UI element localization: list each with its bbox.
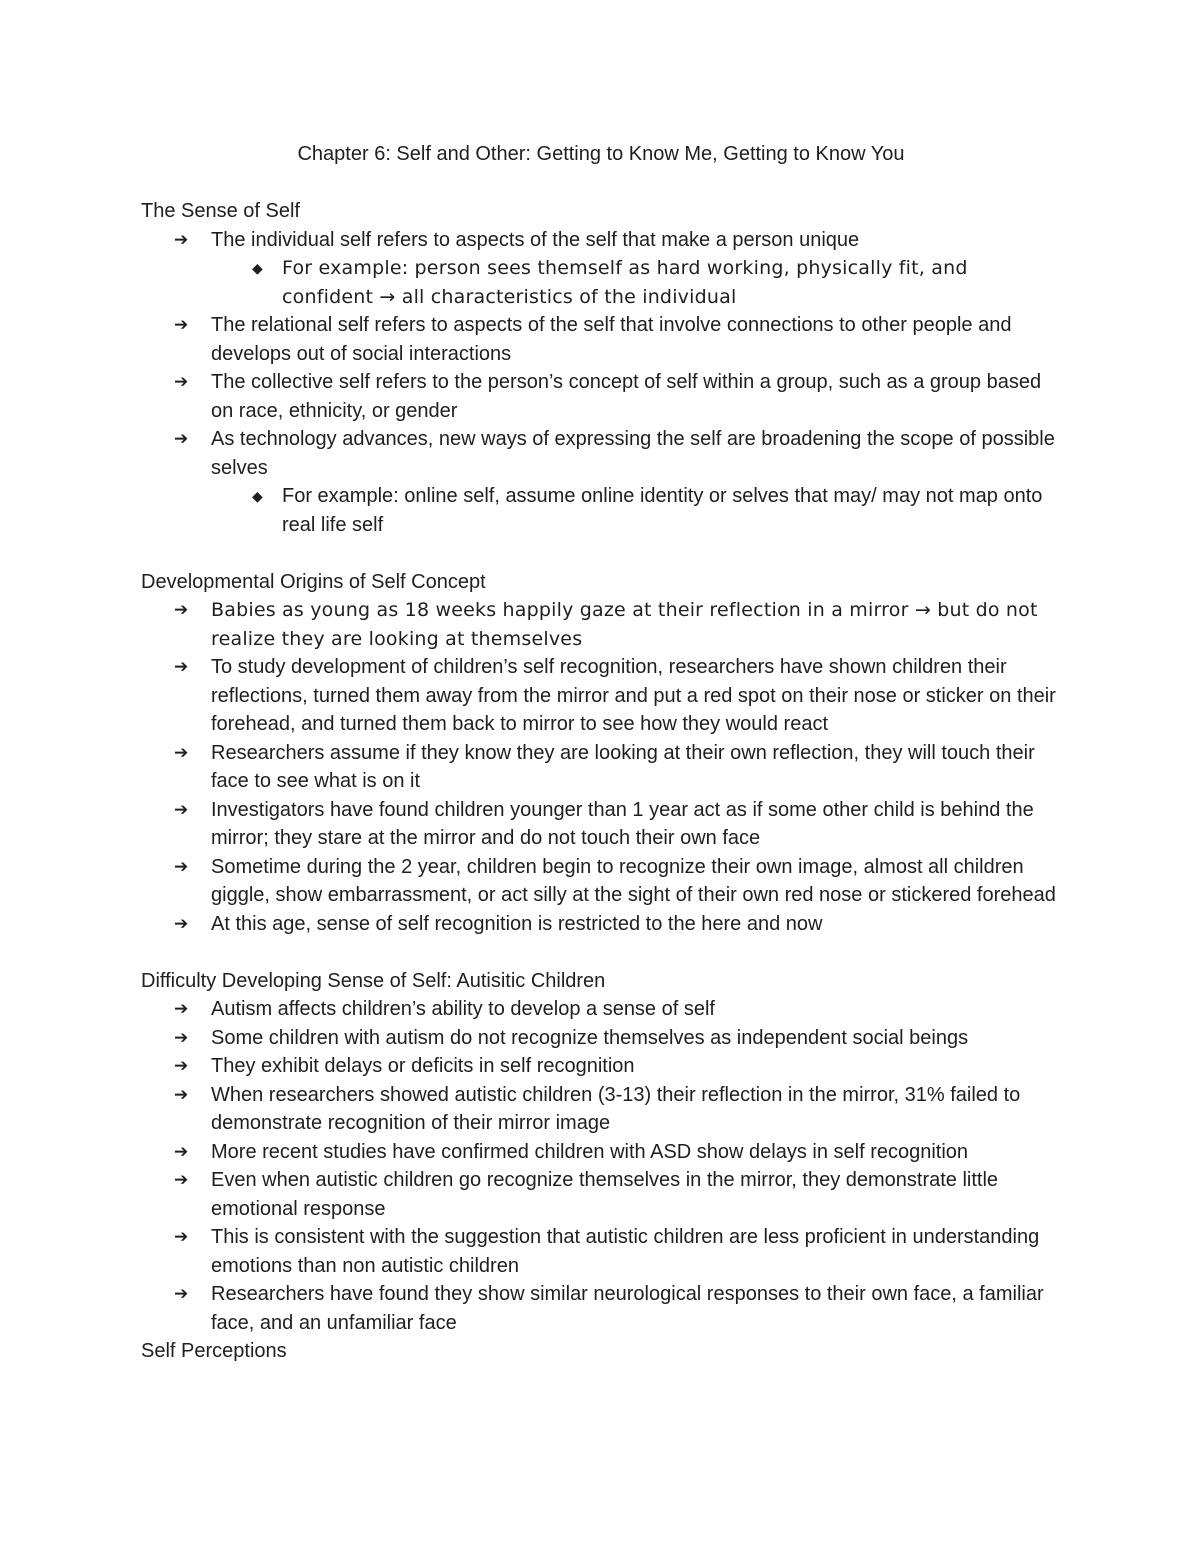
document-page (141, 140, 1061, 1366)
list-item (141, 311, 1061, 368)
list-item-text: Autism affects children’s ability to develop a sense of self (211, 998, 715, 1020)
arrow-bullet-icon: ➔ (174, 742, 189, 762)
list-item-text: Researchers assume if they know they are looking at their own reflection, they will touch their face to see what is on it (211, 741, 1035, 792)
list-item-text: Sometime during the 2 year, children begin to recognize their own image, almost all children giggle, show embarrassment, or act silly at the sight of their own red nose or stickered forehead (211, 855, 1056, 906)
section-heading: Difficulty Developing Sense of Self: Autisitic Children (141, 969, 606, 992)
list-item (141, 226, 1061, 312)
list-item-text: They exhibit delays or deficits in self recognition (211, 1055, 635, 1077)
arrow-bullet-icon: ➔ (174, 856, 189, 876)
section-heading: Developmental Origins of Self Concept (141, 570, 486, 593)
bullet-list (141, 596, 1061, 938)
list-item-text: Some children with autism do not recognize themselves as independent social beings (211, 1026, 969, 1049)
section-self-perceptions (141, 1337, 1061, 1366)
arrow-bullet-icon: ➔ (174, 799, 189, 819)
list-item-text: The relational self refers to aspects of the self that involve connections to other people and develops out of social interactions (211, 314, 1012, 365)
list-item (141, 853, 1061, 910)
arrow-bullet-icon: ➔ (174, 229, 189, 249)
list-item (141, 1052, 1061, 1081)
section-sense-of-self (141, 197, 1061, 539)
list-item (141, 1280, 1061, 1337)
list-item (141, 1223, 1061, 1280)
list-item (141, 739, 1061, 796)
sub-list-item-text: For example: online self, assume online identity or selves that may/ may not map onto real life self (282, 485, 1043, 536)
sub-list-item (211, 254, 1061, 311)
list-item (141, 910, 1061, 939)
sub-bullet-list (211, 482, 1061, 539)
list-item-text: Investigators have found children younger than 1 year act as if some other child is behind the mirror; they stare at the mirror and do not touch their own face (211, 798, 1034, 849)
list-item (141, 1024, 1061, 1053)
list-item-text: The collective self refers to the person’s concept of self within a group, such as a group based on race, ethnicity, or gender (211, 371, 1042, 422)
list-item-text: When researchers showed autistic children (3-13) their reflection in the mirror, 31% failed to demonstrate recognition of their mirror image (211, 1083, 1021, 1134)
arrow-bullet-icon: ➔ (174, 600, 189, 619)
document-title: Chapter 6: Self and Other: Getting to Know Me, Getting to Know You (297, 143, 905, 165)
arrow-bullet-icon: ➔ (174, 913, 189, 933)
list-item (141, 1138, 1061, 1167)
list-item (141, 1081, 1061, 1138)
list-item-text: Researchers have found they show similar neurological responses to their own face, a familiar face, and an unfamiliar face (211, 1283, 1044, 1334)
section-heading: Self Perceptions (141, 1340, 287, 1362)
bullet-list (141, 226, 1061, 540)
arrow-bullet-icon: ➔ (174, 657, 189, 676)
list-item-text: This is consistent with the suggestion that autistic children are less proficient in understanding emotions than non autistic children (211, 1226, 1040, 1277)
diamond-bullet-icon: ◆ (252, 260, 263, 276)
list-item (141, 368, 1061, 425)
list-item-text: At this age, sense of self recognition is restricted to the here and now (211, 912, 823, 935)
arrow-bullet-icon: ➔ (174, 1027, 189, 1047)
arrow-bullet-icon: ➔ (174, 999, 189, 1018)
arrow-bullet-icon: ➔ (174, 1227, 189, 1246)
arrow-bullet-icon: ➔ (174, 1170, 189, 1189)
section-developmental-origins (141, 568, 1061, 939)
list-item (141, 653, 1061, 739)
list-item (141, 796, 1061, 853)
section-heading: The Sense of Self (141, 200, 300, 222)
arrow-bullet-icon: ➔ (174, 1056, 189, 1075)
arrow-bullet-icon: ➔ (174, 1284, 189, 1303)
arrow-bullet-icon: ➔ (174, 372, 189, 391)
sub-bullet-list (211, 254, 1061, 311)
arrow-bullet-icon: ➔ (174, 1084, 189, 1104)
list-item-text: The individual self refers to aspects of the self that make a person unique (211, 228, 860, 251)
sub-list-item-text: For example: person sees themself as hard working, physically fit, and confident → all characteristics of the individual (282, 257, 968, 308)
arrow-bullet-icon: ➔ (174, 429, 189, 448)
arrow-bullet-icon: ➔ (174, 315, 189, 334)
section-autistic-children (141, 967, 1061, 1338)
bullet-list (141, 995, 1061, 1337)
list-item-text: To study development of children’s self recognition, researchers have shown children their reflections, turned them away from the mirror and put a red spot on their nose or sticker on their forehead, and turned them back to mirror to see how they would react (211, 656, 1056, 735)
list-item (141, 425, 1061, 539)
list-item-text: As technology advances, new ways of expressing the self are broadening the scope of possible selves (211, 428, 1055, 479)
sub-list-item (211, 482, 1061, 539)
diamond-bullet-icon: ◆ (252, 488, 263, 504)
list-item (141, 1166, 1061, 1223)
list-item (141, 596, 1061, 653)
arrow-bullet-icon: ➔ (174, 1141, 189, 1161)
list-item-text: Babies as young as 18 weeks happily gaze at their reflection in a mirror → but do not realize they are looking at themselves (211, 599, 1038, 650)
list-item-text: Even when autistic children go recognize themselves in the mirror, they demonstrate little emotional response (211, 1169, 999, 1220)
list-item-text: More recent studies have confirmed children with ASD show delays in self recognition (211, 1140, 969, 1163)
list-item (141, 995, 1061, 1024)
